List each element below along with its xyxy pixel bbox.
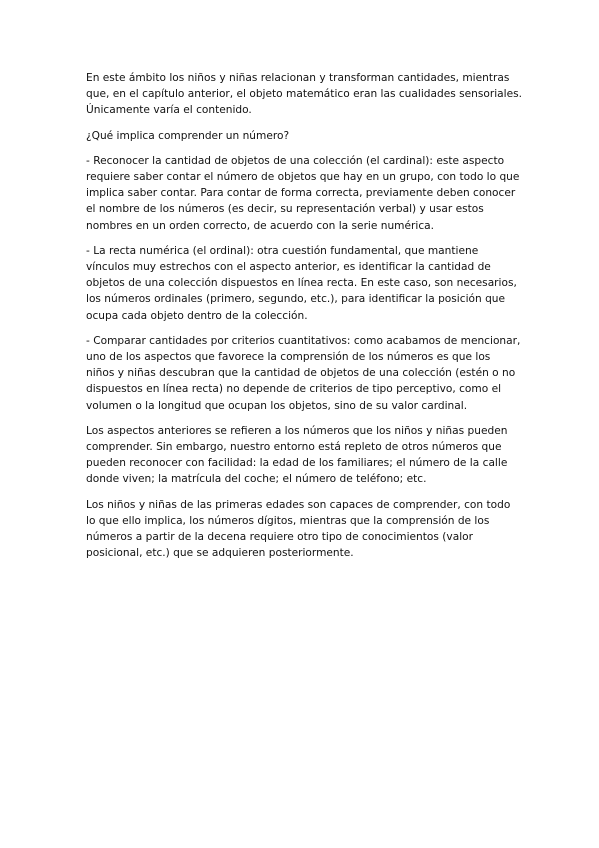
paragraph-cardinal: - Reconocer la cantidad de objetos de una colección (el cardinal): este aspecto requiere saber contar el número de objetos que hay en un grupo, con todo lo que implica saber contar. Para contar de forma correcta, previamente deben conocer el nombre de los números (es decir, su representación verbal) y usar estos nombres en un orden correcto, de acuerdo con la serie numérica.: [86, 154, 520, 232]
document-body: [86, 70, 522, 570]
paragraph-compare: - Comparar cantidades por criterios cuantitativos: como acabamos de mencionar, uno de los aspectos que favorece la comprensión de los números es que los niños y niñas descubran que la cantidad de objetos de una colección (estén o no dispuestos en línea recta) no depende de criterios de tipo perceptivo, como el volumen o la longitud que ocupan los objetos, sino de su valor cardinal.: [86, 334, 521, 412]
paragraph-intro: En este ámbito los niños y niñas relacionan y transforman cantidades, mientras que, en el capítulo anterior, el objeto matemático eran las cualidades sensoriales. Únicamente varía el contenido.: [86, 72, 522, 117]
paragraph-environment-numbers: Los aspectos anteriores se refieren a los números que los niños y niñas pueden comprender. Sin embargo, nuestro entorno está repleto de otros números que pueden reconocer con facilidad: la edad de los familiares; el número de la calle donde viven; la matrícula del coche; el número de teléfono; etc.: [86, 424, 508, 486]
paragraph-early-ages: Los niños y niñas de las primeras edades son capaces de comprender, con todo lo que ello implica, los números dígitos, mientras que la comprensión de los números a partir de la decena requiere otro tipo de conocimientos (valor posicional, etc.) que se adquieren posteriormente.: [86, 498, 511, 560]
paragraph-ordinal: - La recta numérica (el ordinal): otra cuestión fundamental, que mantiene vínculos muy estrechos con el aspecto anterior, es identificar la cantidad de objetos de una colección dispuestos en línea recta. En este caso, son necesarios, los números ordinales (primero, segundo, etc.), para identificar la posición que ocupa cada objeto dentro de la colección.: [86, 244, 517, 322]
paragraph-question: ¿Qué implica comprender un número?: [86, 129, 290, 142]
